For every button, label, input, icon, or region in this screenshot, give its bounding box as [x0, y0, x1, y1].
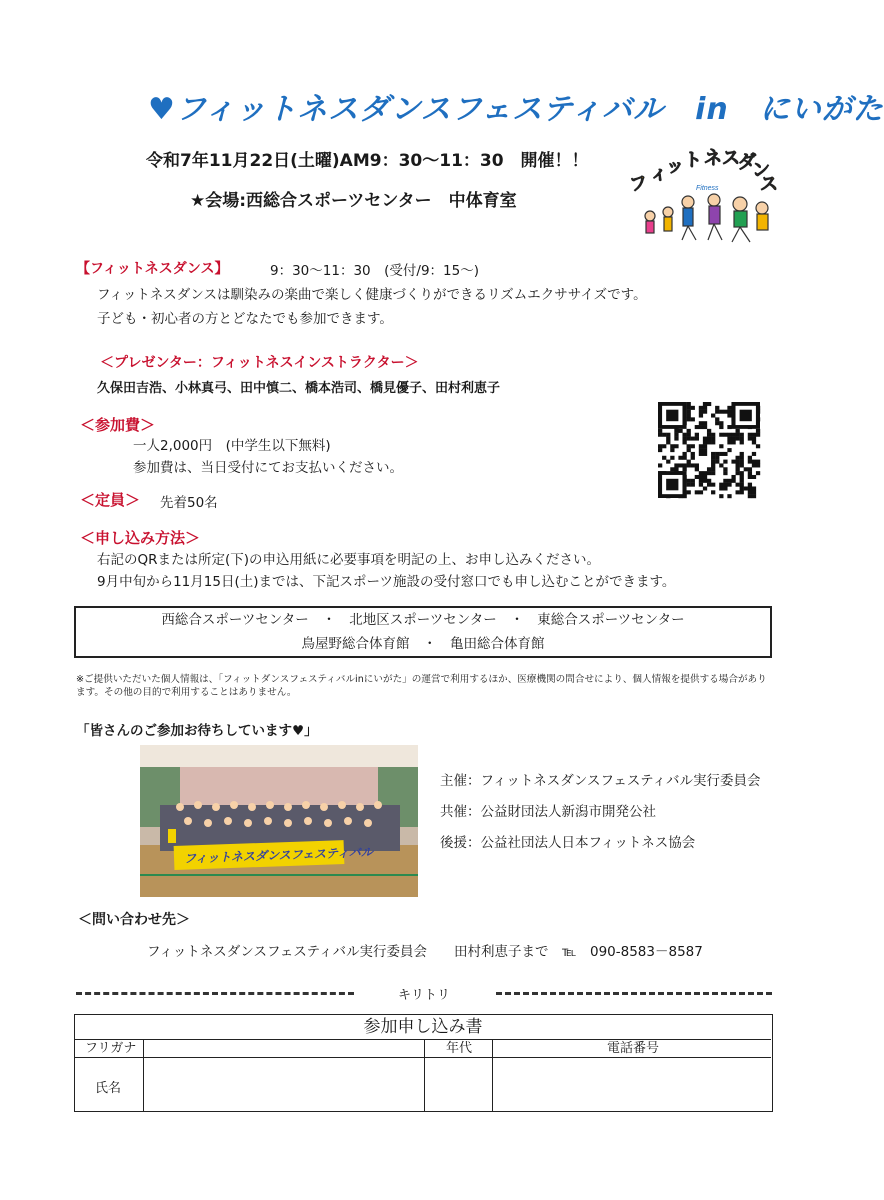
svg-text:フ: フ — [627, 171, 650, 196]
facilities-line-1: 西総合スポーツセンター ・ 北地区スポーツセンター ・ 東総合スポーツセンター — [161, 612, 685, 628]
organizer-cohost: 共催：公益財団法人新潟市開発公社 — [440, 804, 656, 820]
form-age-field[interactable] — [426, 1059, 491, 1111]
fitness-dance-heading: 【フィットネスダンス】 — [76, 261, 229, 277]
organizer-support: 後援：公益社団法人日本フィットネス協会 — [440, 835, 696, 851]
capacity-heading: ＜定員＞ — [80, 491, 141, 509]
group-photo — [140, 745, 418, 897]
facilities-box — [74, 606, 772, 658]
svg-text:ン: ン — [752, 160, 770, 180]
logo-sub: Fitness — [696, 185, 719, 192]
fitness-dance-time: 9：30～11：30 (受付/9：15～) — [270, 263, 479, 279]
form-phone-field[interactable] — [494, 1059, 770, 1111]
dance-logo-illustration — [626, 146, 776, 246]
heart-icon: ♥ — [148, 92, 176, 127]
svg-text:ッ: ッ — [666, 156, 684, 176]
presenter-names: 久保田吉浩、小林真弓、田中慎二、橋本浩司、橋見優子、田村利恵子 — [97, 381, 501, 396]
privacy-note: ※ご提供いただいた個人情報は、「フィットダンスフェスティバルinにいがた」の運営で利用するほか、医療機関の問合せにより、個人情報を提供する場合があります。その他の目的で利用することはありません。 — [76, 674, 767, 698]
event-date: 令和7年11月22日(土曜)AM9：30～11：30 開催！！ — [146, 151, 589, 171]
svg-text:ト: ト — [684, 150, 702, 170]
contact-heading: ＜問い合わせ先＞ — [78, 912, 190, 928]
fitness-dance-desc-1: フィットネスダンスは馴染みの楽曲で楽しく健康づくりができるリズムエクササイズです。 — [97, 287, 647, 303]
svg-text:ス: ス — [722, 148, 740, 168]
cut-line-right — [496, 992, 772, 995]
presenter-heading: ＜プレゼンター：フィットネスインストラクター＞ — [100, 355, 419, 371]
cut-line-left — [76, 992, 354, 995]
qr-code[interactable] — [658, 402, 760, 498]
event-venue: ★会場:西総合スポーツセンター 中体育室 — [190, 191, 517, 211]
form-row-name: 氏名 — [95, 1081, 122, 1096]
form-col-furigana: フリガナ — [85, 1041, 137, 1056]
apply-line-1: 右記のQRまたは所定(下)の申込用紙に必要事項を明記の上、お申し込みください。 — [97, 552, 601, 568]
form-title: 参加申し込み書 — [75, 1015, 771, 1040]
application-form — [74, 1014, 773, 1112]
form-col-phone: 電話番号 — [606, 1041, 659, 1056]
svg-text:ダ: ダ — [738, 152, 756, 172]
fee-line-2: 参加費は、当日受付にてお支払いください。 — [133, 460, 403, 476]
fitness-dance-desc-2: 子ども・初心者の方とどなたでも参加できます。 — [97, 311, 393, 327]
form-divider-2 — [424, 1040, 425, 1112]
svg-text:ィ: ィ — [648, 162, 669, 185]
cut-label: キリトリ — [398, 988, 451, 1003]
form-name-field[interactable] — [145, 1059, 423, 1111]
contact-line: フィットネスダンスフェスティバル実行委員会 田村利恵子まで ℡ 090-8583－8587 — [147, 944, 703, 960]
organizer-host: 主催：フィットネスダンスフェスティバル実行委員会 — [440, 773, 761, 789]
apply-heading: ＜申し込み方法＞ — [80, 529, 201, 547]
capacity-value: 先着50名 — [160, 495, 218, 511]
fee-line-1: 一人2,000円 (中学生以下無料) — [133, 438, 331, 454]
fee-heading: ＜参加費＞ — [80, 416, 156, 434]
facilities-line-2: 鳥屋野総合体育館 ・ 亀田総合体育館 — [301, 636, 545, 652]
apply-line-2: 9月中旬から11月15日(土)までは、下記スポーツ施設の受付窓口でも申し込むことができます。 — [97, 574, 676, 590]
svg-text:ス: ス — [760, 174, 778, 194]
page-title: ♥フィットネスダンスフェスティバル in にいがた — [148, 92, 884, 127]
svg-text:ネ: ネ — [704, 148, 722, 168]
photo-banner-text: フィットネスダンスフェスティバル — [183, 845, 374, 866]
form-divider-3 — [492, 1040, 493, 1112]
welcome-message: 「皆さんのご参加お待ちしています♥」 — [76, 723, 318, 739]
form-col-age: 年代 — [445, 1041, 472, 1056]
form-divider-1 — [143, 1040, 144, 1112]
form-furigana-field[interactable] — [145, 1041, 423, 1057]
